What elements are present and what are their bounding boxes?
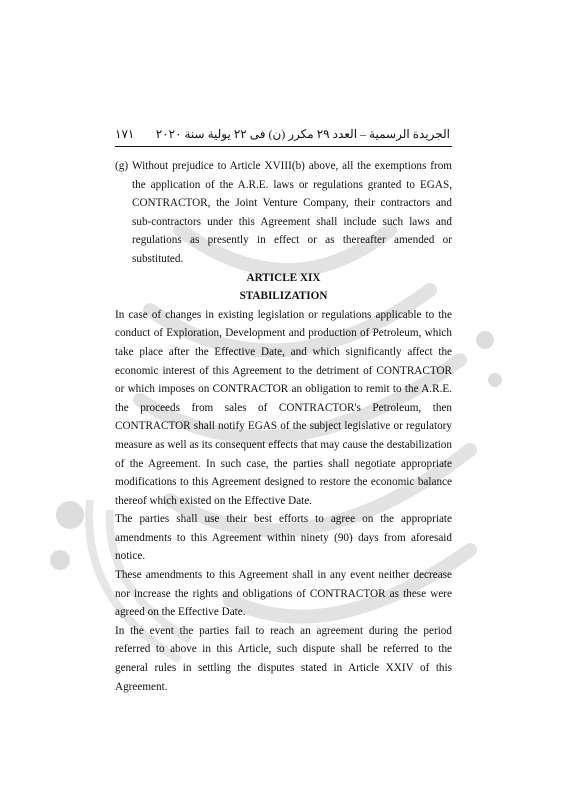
article-number: ARTICLE XIX bbox=[246, 271, 321, 284]
paragraph: These amendments to this Agreement shall in any event neither decrease nor increase the rights and obligations of CONTRACTOR as these were agreed on the Effective Date. bbox=[115, 569, 452, 619]
clause-g bbox=[115, 157, 452, 269]
page-number: ١٧١ bbox=[115, 127, 135, 141]
paragraph: In case of changes in existing legislation or regulations applicable to the conduct of Exploration, Development and production of Petroleum, which take place after the Effective Date, and which significantly affect the economic interest of this Agreement to the detriment of CONTRACTOR or which imposes on CONTRACTOR an obligation to remit to the A.R.E. the proceeds from sales of CONTRACTOR's Petroleum, then CONTRACTOR shall notify EGAS of the subject legislative or regulatory measure as well as its consequent effects that may cause the destabilization of the Agreement. In such case, the parties shall negotiate appropriate modifications to this Agreement designed to restore the economic balance thereof which existed on the Effective Date. bbox=[115, 308, 452, 507]
article-title: STABILIZATION bbox=[239, 290, 328, 303]
clause-text: Without prejudice to Article XVIII(b) above, all the exemptions from the application of the A.R.E. laws or regulations granted to EGAS, CONTRACTOR, the Joint Venture Company, their contractors and sub-contractors under this Agreement shall include such laws and regulations as presently in effect or as thereafter amended or substituted. bbox=[132, 160, 452, 265]
clause-label: (g) bbox=[115, 160, 129, 172]
page-header bbox=[115, 124, 452, 147]
journal-title: الجريدة الرسمية – العدد ٢٩ مكرر (ن) فى ٢٢ يولية سنة ٢٠٢٠ bbox=[155, 127, 450, 141]
document-body bbox=[115, 157, 452, 696]
paragraph: In the event the parties fail to reach an agreement during the period referred to above in this Article, such dispute shall be referred to the general rules in settling the disputes stated in Article XXIV of this Agreement. bbox=[115, 624, 452, 693]
paragraph: The parties shall use their best efforts to agree on the appropriate amendments to this Agreement within ninety (90) days from aforesaid notice. bbox=[115, 513, 452, 563]
